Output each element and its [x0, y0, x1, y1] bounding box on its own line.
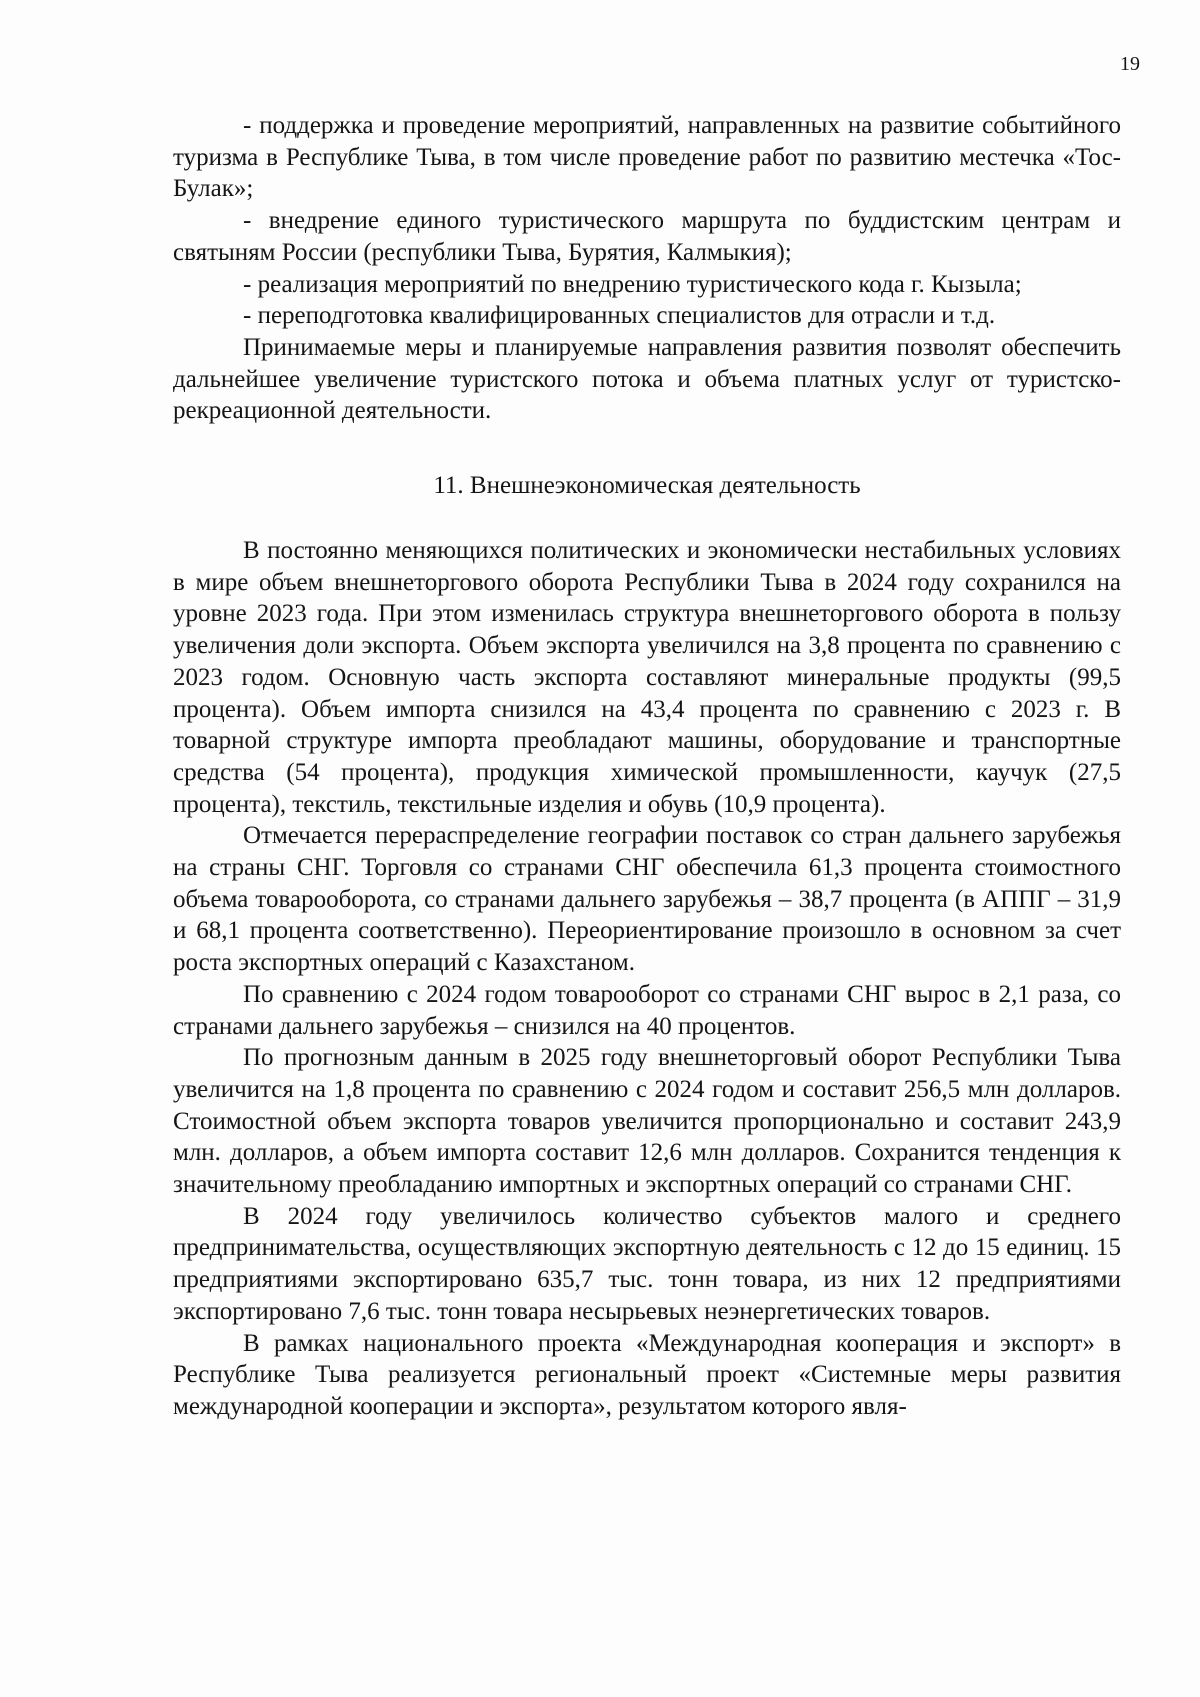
foreign-trade-block — [173, 535, 1121, 1423]
paragraph: Принимаемые меры и планируемые направления развития позволят обеспечить дальнейшее увеличение туристского потока и объема платных услуг от туристско-рекреационной деятельности. — [173, 333, 1121, 425]
paragraph: Отмечается перераспределение географии поставок со стран дальнего зарубежья на страны СНГ. Торговля со странами СНГ обеспечила 61,3 процента стоимостного объема товарооборота, со странами дальнего зарубежья – 38,7 процента (в АППГ – 31,9 и 68,1 процента соответственно). Переориентирование произошло в основном за счет роста экспортных операций с Казахстаном. — [173, 822, 1121, 977]
paragraph: По сравнению с 2024 годом товарооборот со странами СНГ вырос в 2,1 раза, со странами дальнего зарубежья – снизился на 40 процентов. — [173, 980, 1121, 1040]
paragraph: В 2024 году увеличилось количество субъектов малого и среднего предпринимательства, осуществляющих экспортную деятельность с 12 до 15 единиц. 15 предприятиями экспортировано 635,7 тыс. тонн товара, из них 12 предприятиями экспортировано 7,6 тыс. тонн товара несырьевых неэнергетических товаров. — [173, 1202, 1121, 1325]
paragraph: - реализация мероприятий по внедрению туристического кода г. Кызыла; — [243, 270, 1022, 298]
paragraph: В рамках национального проекта «Международная кооперация и экспорт» в Республике Тыва реализуется региональный проект «Системные меры развития международной кооперации и экспорта», результатом которого явля- — [173, 1329, 1121, 1420]
paragraph: - внедрение единого туристического маршрута по буддистским центрам и святыням России (республики Тыва, Бурятия, Калмыкия); — [173, 207, 1121, 266]
tourism-measures-block — [173, 110, 1121, 427]
paragraph: - поддержка и проведение мероприятий, направленных на развитие событийного туризма в Республике Тыва, в том числе проведение работ по развитию местечка «Тос-Булак»; — [173, 112, 1121, 203]
section-title: 11. Внешнеэкономическая деятельность — [433, 472, 861, 499]
paragraph: По прогнозным данным в 2025 году внешнеторговый оборот Республики Тыва увеличится на 1,8 процента по сравнению с 2024 годом и составит 256,5 млн долларов. Стоимостной объем экспорта товаров увеличится пропорционально и составит 243,9 млн. долларов, а объем импорта составит 12,6 млн долларов. Сохранится тенденция к значительному преобладанию импортных и экспортных операций со странами СНГ. — [173, 1044, 1121, 1199]
page-number: 19 — [1120, 53, 1140, 75]
paragraph: - переподготовка квалифицированных специалистов для отрасли и т.д. — [243, 302, 996, 330]
paragraph: В постоянно меняющихся политических и экономически нестабильных условиях в мире объем внешнеторгового оборота Республики Тыва в 2024 году сохранился на уровне 2023 года. При этом изменилась структура внешнеторгового оборота в пользу увеличения доли экспорта. Объем экспорта увеличился на 3,8 процента по сравнению с 2023 годом. Основную часть экспорта составляют минеральные продукты (99,5 процента). Объем импорта снизился на 43,4 процента по сравнению с 2023 г. В товарной структуре импорта преобладают машины, оборудование и транспортные средства (54 процента), продукция химической промышленности, каучук (27,5 процента), текстиль, текстильные изделия и обувь (10,9 процента). — [173, 537, 1121, 818]
